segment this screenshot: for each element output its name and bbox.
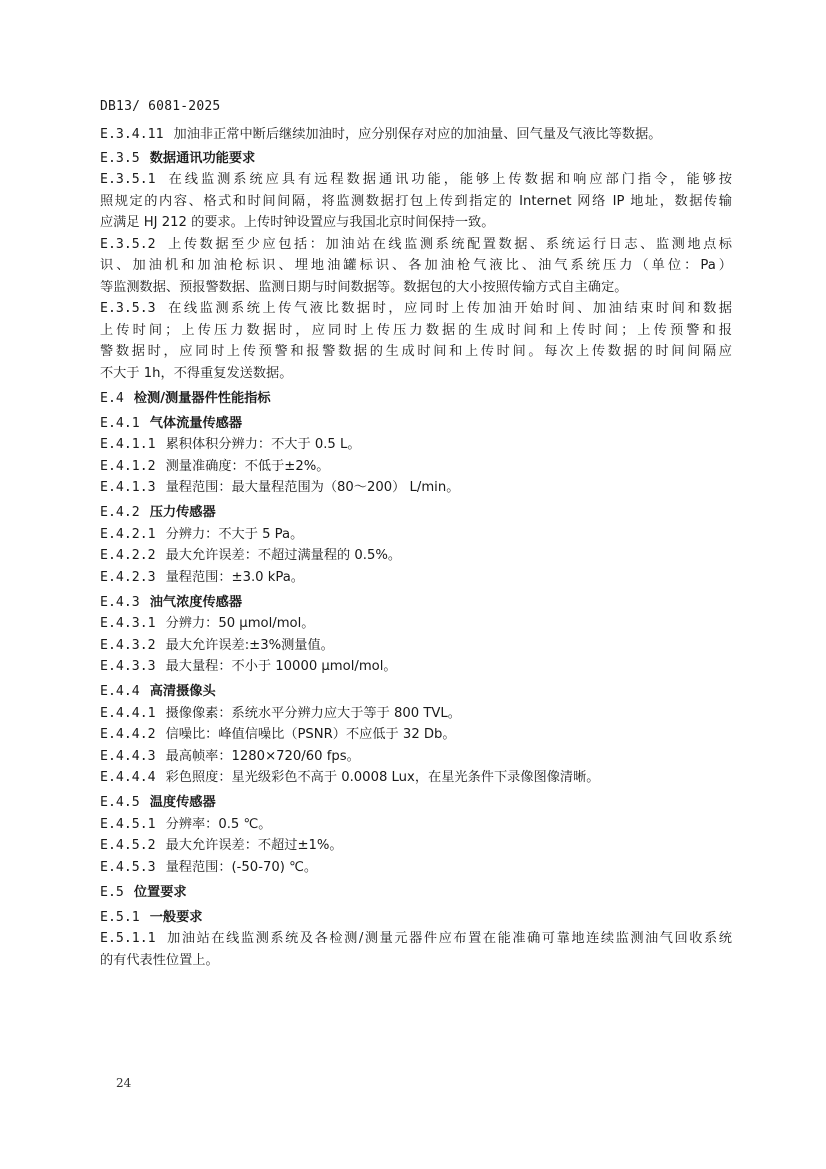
clause-text: 分辨率：0.5 ℃。 [165,816,272,832]
section-number: E.4.5 [100,795,140,810]
clause-e421 [100,524,732,546]
clause-e511 [100,928,732,971]
section-heading-e44 [100,681,732,703]
clause-e433 [100,656,732,678]
clause-number: E.4.2.3 [100,569,156,585]
clause-e453 [100,857,732,879]
clause-text: 信噪比：峰值信噪比（PSNR）不应低于 32 Db。 [165,727,456,742]
clause-e444 [100,767,732,789]
section-number: E.4 [100,390,124,406]
section-heading-e35 [100,148,732,170]
clause-e3411 [100,124,732,146]
page-number: 24 [116,1076,132,1090]
clause-number: E.3.5.3 [100,301,156,316]
clause-text: 最高帧率：1280×720/60 fps。 [165,748,360,764]
clause-text-line: 不大于 1h，不得重复发送数据。 [100,365,293,381]
section-title: 压力传感器 [149,505,216,520]
section-number: E.4.3 [100,594,140,610]
clause-text-line: 警数据时，应同时上传预警和报警数据的生成时间和上传时间。每次上传数据的时间间隔应 [100,344,732,359]
clause-number: E.4.1.2 [100,458,156,474]
clause-text-line: 加油站在线监测系统及各检测/测量元器件应布置在能准确可靠地连续监测油气回收系统 [165,931,732,946]
clause-text-line: 照规定的内容、格式和时间间隔，将监测数据打包上传到指定的 Internet 网络 IP 地址，数据传输 [100,193,732,209]
clause-e422 [100,545,732,567]
clause-text: 累积体积分辨力：不大于 0.5 L。 [165,437,361,452]
section-title: 数据通讯功能要求 [149,150,256,166]
clause-text: 最大量程：不小于 10000 μmol/mol。 [165,659,397,674]
clause-text-line: 应满足 HJ 212 的要求。上传时钟设置应与我国北京时间保持一致。 [100,215,495,230]
clause-number: E.4.5.1 [100,816,156,832]
clause-text: 量程范围：±3.0 kPa。 [165,569,304,585]
clause-e452 [100,835,732,857]
clause-text: 分辨力：50 μmol/mol。 [165,616,315,631]
section-title: 一般要求 [149,909,203,925]
clause-text-line: 上传数据至少应包括：加油站在线监测系统配置数据、系统运行日志、监测地点标 [165,236,732,252]
section-title: 油气浓度传感器 [149,594,243,610]
clause-e443 [100,746,732,768]
clause-number: E.4.3.1 [100,616,156,631]
section-heading-e42 [100,502,732,524]
clause-e351 [100,169,732,234]
clause-text-line: 上传时间；上传压力数据时，应同时上传压力数据的生成时间和上传时间；上传预警和报 [100,322,732,338]
clause-e432 [100,635,732,657]
section-title: 检测/测量器件性能指标 [133,390,271,406]
clause-e353 [100,298,732,384]
clause-number: E.4.2.1 [100,526,156,542]
clause-text: 分辨力：不大于 5 Pa。 [165,526,304,542]
section-heading-e51 [100,907,732,929]
clause-number: E.4.1.3 [100,480,156,495]
section-title: 高清摄像头 [149,684,216,699]
document-id: DB13/ 6081-2025 [100,99,221,114]
clause-text: 测量准确度：不低于±2%。 [165,458,330,474]
section-heading-e45 [100,792,732,814]
clause-text: 加油非正常中断后继续加油时，应分别保存对应的加油量、回气量及气液比等数据。 [173,127,662,142]
clause-e451 [100,814,732,836]
clause-number: E.3.5.1 [100,172,156,187]
section-number: E.5 [100,884,124,900]
section-title: 位置要求 [133,884,187,900]
clause-text: 最大允许误差:±3%测量值。 [165,637,334,653]
section-heading-e5 [100,882,732,904]
section-number: E.4.2 [100,505,140,520]
clause-number: E.4.5.3 [100,859,156,875]
clause-e352 [100,234,732,299]
clause-text: 彩色照度：星光级彩色不高于 0.0008 Lux，在星光条件下录像图像清晰。 [165,770,600,785]
clause-number: E.3.4.11 [100,127,164,142]
clause-e431 [100,613,732,635]
clause-text-line: 的有代表性位置上。 [100,952,219,968]
clause-e442 [100,724,732,746]
clause-number: E.4.5.2 [100,838,156,853]
clause-text: 最大允许误差：不超过满量程的 0.5%。 [165,548,402,563]
clause-e423 [100,567,732,589]
clause-text-line: 识、加油机和加油枪标识、埋地油罐标识、各加油枪气液比、油气系统压力（单位：Pa） [100,258,732,273]
clause-number: E.4.3.2 [100,637,156,653]
clause-e411 [100,434,732,456]
section-heading-e41 [100,413,732,435]
clause-number: E.4.4.4 [100,770,156,785]
clause-number: E.4.4.3 [100,748,156,764]
clause-number: E.4.1.1 [100,437,156,452]
clause-e441 [100,703,732,725]
document-body [100,124,732,971]
clause-number: E.4.3.3 [100,659,156,674]
clause-number: E.4.4.1 [100,705,156,721]
clause-number: E.5.1.1 [100,931,156,946]
clause-text-line: 在线监测系统应具有远程数据通讯功能，能够上传数据和响应部门指令，能够按 [165,172,732,187]
clause-e412 [100,456,732,478]
clause-text-line: 在线监测系统上传气液比数据时，应同时上传加油开始时间、加油结束时间和数据 [165,301,732,316]
section-number: E.4.1 [100,415,140,431]
clause-text: 摄像像素：系统水平分辨力应大于等于 800 TVL。 [165,705,461,721]
clause-text-line: 等监测数据、预报警数据、监测日期与时间数据等。数据包的大小按照传输方式自主确定。 [100,279,628,295]
section-heading-e43 [100,592,732,614]
section-number: E.3.5 [100,150,140,166]
clause-text: 量程范围：最大量程范围为（80～200） L/min。 [165,480,460,495]
section-number: E.5.1 [100,909,140,925]
clause-number: E.4.2.2 [100,548,156,563]
clause-number: E.4.4.2 [100,727,156,742]
clause-text: 量程范围：(-50-70) ℃。 [165,859,318,875]
clause-number: E.3.5.2 [100,236,156,252]
section-title: 气体流量传感器 [149,415,243,431]
clause-e413 [100,477,732,499]
clause-text: 最大允许误差：不超过±1%。 [165,838,343,853]
section-heading-e4 [100,388,732,410]
section-title: 温度传感器 [149,795,216,810]
section-number: E.4.4 [100,684,140,699]
